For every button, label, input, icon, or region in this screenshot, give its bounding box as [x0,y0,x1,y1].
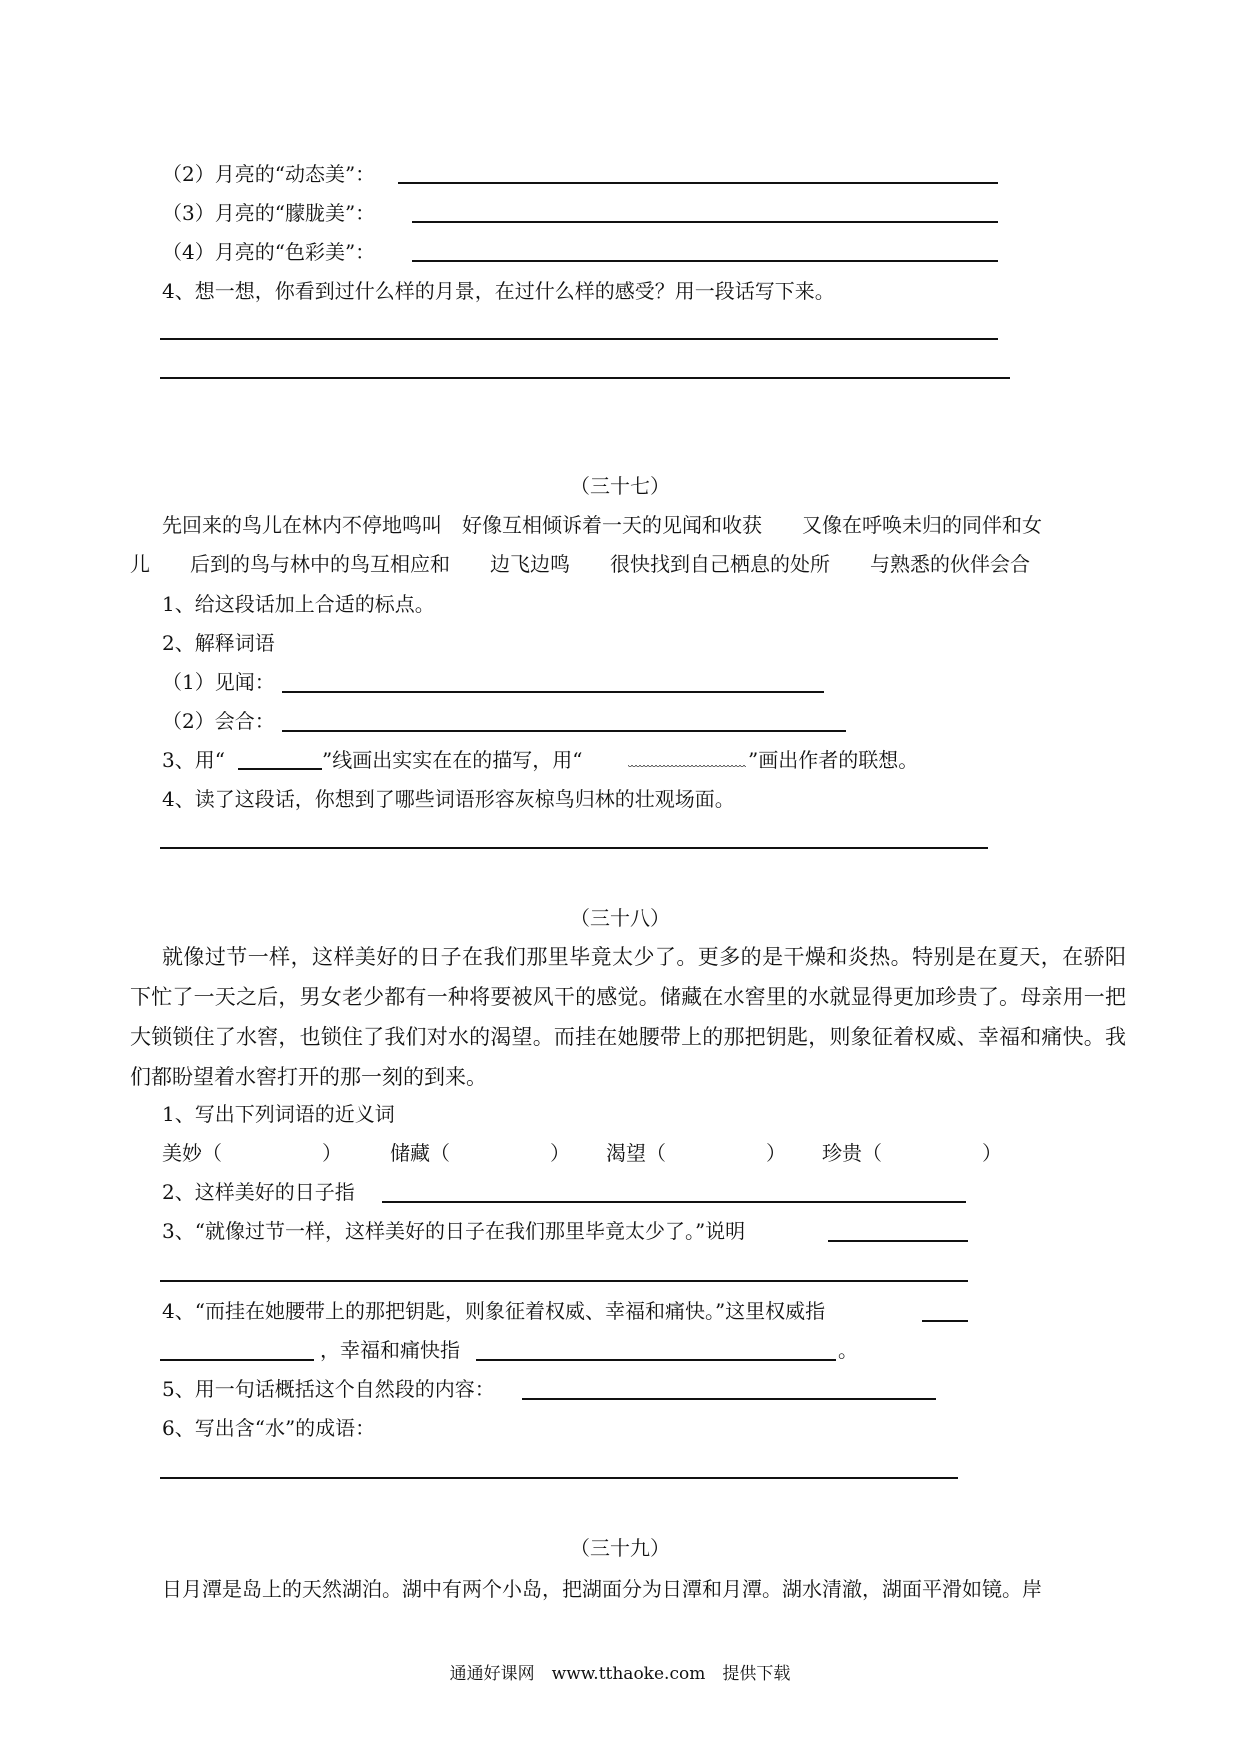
question-2-2-label: （2）会合： [162,709,275,733]
question-4-label-38-b: ，幸福和痛快指 [320,1338,460,1362]
passage-37-line-2: 儿 后到的鸟与林中的鸟互相应和 边飞边鸣 很快找到自己栖息的处所 与熟悉的伙伴会合 [130,552,1030,576]
answer-line-38-4b[interactable] [160,1359,314,1361]
wavy-line-sample [628,765,746,769]
answer-line-2-1[interactable] [282,691,824,693]
answer-line-3-2[interactable] [398,182,998,184]
question-4-label-37: 4、读了这段话，你想到了哪些词语形容灰椋鸟归林的壮观场面。 [162,787,735,811]
synonym-1: 美妙（ ） [162,1141,342,1165]
answer-line-38-3a[interactable] [828,1240,968,1242]
question-2-label-38: 2、这样美好的日子指 [162,1180,355,1204]
section-38-title: （三十八） [570,906,670,930]
answer-line-4a[interactable] [160,338,998,340]
answer-line-38-4c[interactable] [476,1359,836,1361]
question-3-label-end: ”画出作者的联想。 [748,748,919,772]
question-3-3-label: （3）月亮的“朦胧美”： [162,201,376,225]
synonym-4: 珍贵（ ） [822,1141,1002,1165]
answer-line-2-2[interactable] [282,730,846,732]
answer-line-38-2[interactable] [382,1201,966,1203]
answer-line-4b[interactable] [160,377,1010,379]
question-2-label: 2、解释词语 [162,631,275,655]
synonym-2: 储藏（ ） [390,1141,570,1165]
answer-line-3-4[interactable] [412,260,998,262]
question-5-label-38: 5、用一句话概括这个自然段的内容： [162,1377,495,1401]
question-4-label: 4、想一想，你看到过什么样的月景，在过什么样的感受？用一段话写下来。 [162,279,835,303]
question-1-label-38: 1、写出下列词语的近义词 [162,1102,395,1126]
straight-line-sample [238,768,322,770]
answer-line-38-3b[interactable] [160,1280,968,1282]
question-4-label-38: 4、“而挂在她腰带上的那把钥匙，则象征着权威、幸福和痛快。”这里权威指 [162,1299,826,1323]
question-3-label-38: 3、“就像过节一样，这样美好的日子在我们那里毕竟太少了。”说明 [162,1219,746,1243]
question-3-2-label: （2）月亮的“动态美”： [162,162,376,186]
passage-39-line-1: 日月潭是岛上的天然湖泊。湖中有两个小岛，把湖面分为日潭和月潭。湖水清澈，湖面平滑如镜。岸 [162,1577,1042,1601]
page-footer: 通通好课网 www.tthaoke.com 提供下载 [449,1664,791,1684]
answer-line-3-3[interactable] [412,221,998,223]
synonym-3: 渴望（ ） [606,1141,786,1165]
question-3-label-middle: ”线画出实实在在的描写，用“ [322,748,583,772]
question-4-label-38-c: 。 [838,1338,858,1362]
question-3-label-start: 3、用“ [162,748,225,772]
question-1-label: 1、给这段话加上合适的标点。 [162,592,435,616]
section-39-title: （三十九） [570,1536,670,1560]
passage-37-line-1: 先回来的鸟儿在林内不停地鸣叫 好像互相倾诉着一天的见闻和收获 又像在呼唤未归的同伴和女 [162,513,1042,537]
answer-line-38-5[interactable] [522,1398,936,1400]
question-3-4-label: （4）月亮的“色彩美”： [162,240,376,264]
passage-38: 就像过节一样，这样美好的日子在我们那里毕竟太少了。更多的是干燥和炎热。特别是在夏天，在骄阳下忙了一天之后，男女老少都有一种将要被风干的感觉。储藏在水窖里的水就显得更加珍贵了。母亲用一把大锁锁住了水窖，也锁住了我们对水的渴望。而挂在她腰带上的那把钥匙，则象征着权威、幸福和痛快。我们都盼望着水窖打开的那一刻的到来。 [130,945,1126,1089]
question-2-1-label: （1）见闻： [162,670,275,694]
question-6-label-38: 6、写出含“水”的成语： [162,1416,376,1440]
answer-line-37-4[interactable] [160,847,988,849]
section-37-title: （三十七） [570,474,670,498]
answer-line-38-4a[interactable] [922,1320,968,1322]
answer-line-38-6[interactable] [160,1477,958,1479]
